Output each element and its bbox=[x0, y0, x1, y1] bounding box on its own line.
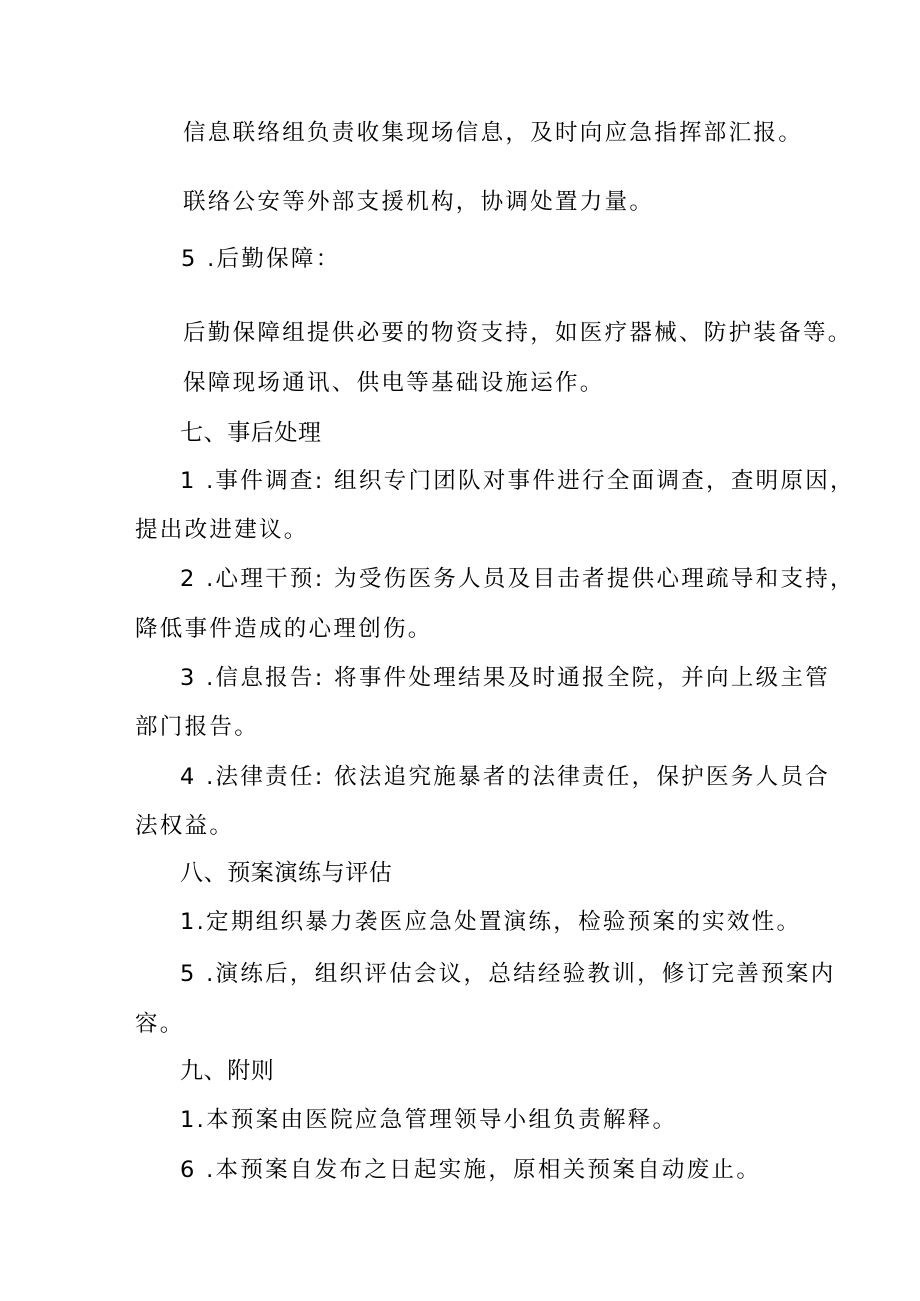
section-heading: 八、预案演练与评估 bbox=[180, 860, 393, 886]
paragraph-line: 1 .事件调查: 组织专门团队对事件进行全面调查，查明原因， bbox=[180, 468, 855, 494]
paragraph-line: 容。 bbox=[135, 1011, 185, 1037]
paragraph-line: 3 .信息报告: 将事件处理结果及时通报全院，并向上级主管 bbox=[180, 665, 831, 691]
paragraph-line: 法权益。 bbox=[135, 813, 235, 839]
paragraph-line: 信息联络组负责收集现场信息，及时向应急指挥部汇报。 bbox=[183, 120, 804, 146]
paragraph-line: 1.本预案由医院应急管理领导小组负责解释。 bbox=[180, 1107, 678, 1133]
paragraph-line: 联络公安等外部支援机构，协调处置力量。 bbox=[183, 189, 655, 215]
paragraph-line: 提出改进建议。 bbox=[135, 517, 309, 543]
paragraph-line: 部门报告。 bbox=[135, 714, 260, 740]
paragraph-line: 后勤保障组提供必要的物资支持，如医疗器械、防护装备等。 bbox=[183, 320, 853, 346]
paragraph-line: 4 .法律责任: 依法追究施暴者的法律责任，保护医务人员合 bbox=[180, 764, 831, 790]
section-heading: 九、附则 bbox=[180, 1058, 275, 1084]
paragraph-line: 降低事件造成的心理创伤。 bbox=[135, 616, 433, 642]
paragraph-line: 保障现场通讯、供电等基础设施运作。 bbox=[183, 370, 605, 396]
paragraph-line: 2 .心理干预: 为受伤医务人员及目击者提供心理疏导和支持， bbox=[180, 566, 855, 592]
paragraph-line: 6 .本预案自发布之日起实施，原相关预案自动废止。 bbox=[180, 1157, 762, 1183]
paragraph-line: 1.定期组织暴力袭医应急处置演练，检验预案的实效性。 bbox=[180, 909, 802, 935]
section-heading: 七、事后处理 bbox=[180, 420, 322, 446]
paragraph-line: 5 .演练后，组织评估会议，总结经验教训，修订完善预案内 bbox=[180, 961, 836, 987]
paragraph-line: 5 .后勤保障： bbox=[181, 246, 341, 272]
